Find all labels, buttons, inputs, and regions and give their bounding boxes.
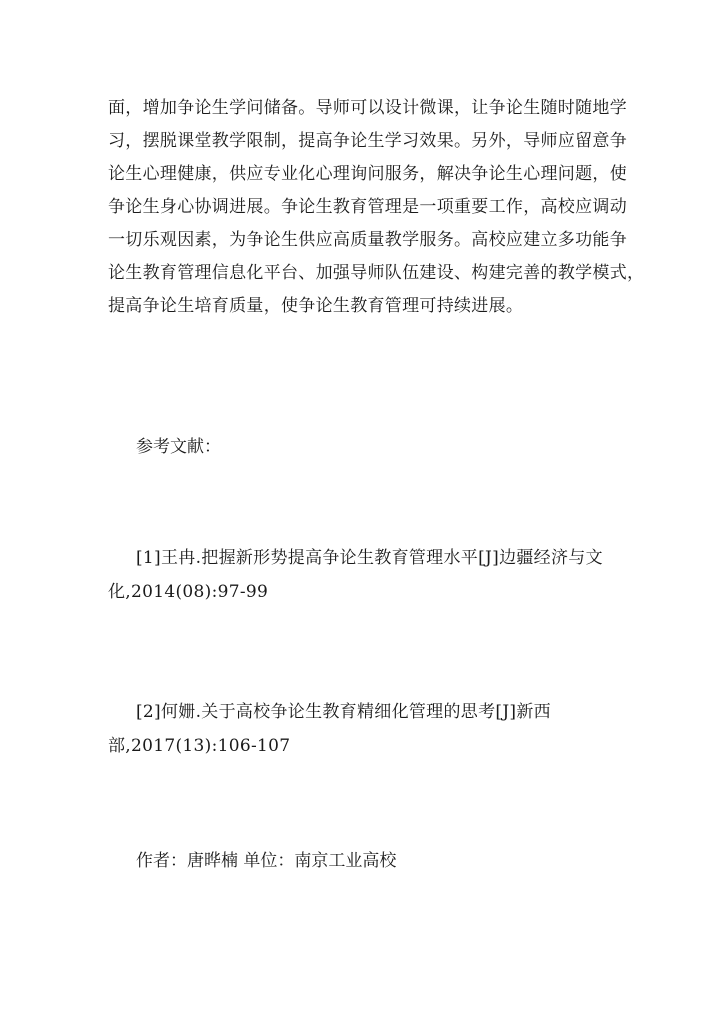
reference-line: 部,2017(13):106-107 bbox=[108, 736, 291, 756]
reference-item bbox=[108, 541, 628, 609]
body-line: 论生教育管理信息化平台、加强导师队伍建设、构建完善的教学模式， bbox=[108, 263, 645, 283]
body-line: 论生心理健康，供应专业化心理询问服务，解决争论生心理问题，使 bbox=[108, 164, 627, 184]
body-line: 争论生身心协调进展。争论生教育管理是一项重要工作，高校应调动 bbox=[108, 197, 627, 217]
body-line: 习，摆脱课堂教学限制，提高争论生学习效果。另外，导师应留意争 bbox=[108, 131, 627, 151]
reference-item bbox=[108, 695, 628, 763]
body-line: 提高争论生培育质量，使争论生教育管理可持续进展。 bbox=[108, 296, 524, 316]
body-line: 一切乐观因素，为争论生供应高质量教学服务。高校应建立多功能争 bbox=[108, 230, 627, 250]
author-line: 作者：唐晔楠 单位：南京工业高校 bbox=[136, 851, 397, 871]
reference-line: 化,2014(08):97-99 bbox=[108, 582, 269, 602]
reference-line: [2]何姗.关于高校争论生教育精细化管理的思考[J]新西 bbox=[136, 702, 551, 722]
references-heading: 参考文献： bbox=[136, 437, 221, 457]
body-paragraph bbox=[108, 92, 645, 323]
body-line: 面，增加争论生学问储备。导师可以设计微课，让争论生随时随地学 bbox=[108, 98, 627, 118]
reference-line: [1]王冉.把握新形势提高争论生教育管理水平[J]边疆经济与文 bbox=[136, 548, 603, 568]
